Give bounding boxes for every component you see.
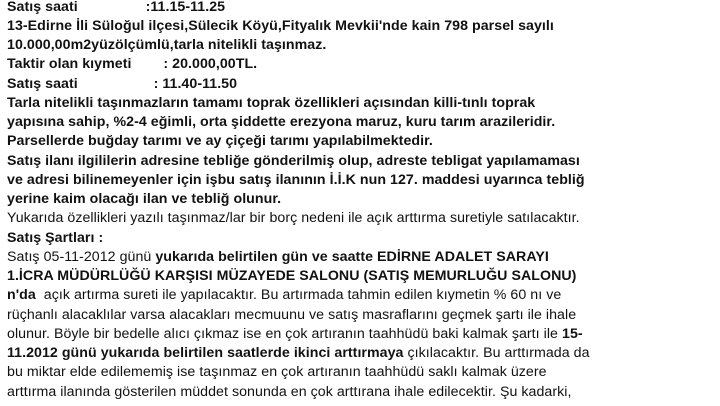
text-line <box>7 362 547 382</box>
text-line <box>7 247 549 267</box>
text-run: ve adresi bilinemeyenler için işbu satış ilanının İ.İ.K nun 127. maddesi uyarınca tebliğ <box>7 172 585 188</box>
text-line <box>7 285 561 305</box>
text-run: arttırma ilanında gösterilen müddet sonunda en çok arttırana ihale edilecektir. Şu kadarki, <box>7 384 572 400</box>
text-line <box>7 208 580 228</box>
text-line <box>7 16 554 36</box>
text-run: 11.2012 günü yukarıda belirtilen saatlerde ikinci arttırmaya <box>7 345 404 361</box>
text-run: Satış 05-11-2012 günü <box>7 249 156 265</box>
text-line <box>7 228 103 248</box>
text-run: Satış ilanı ilgililerin adresine tebliğe gönderilmiş olup, adreste tebligat yapılamaması <box>7 153 580 169</box>
text-run: yapısına sahip, %2-4 eğimli, orta şiddette erezyona maruz, kuru tarım arazileridir. <box>7 114 556 130</box>
text-run: rüçhanlı alacaklılar varsa alacakları mecmuunu ve satış masraflarını geçmek şartı ile ihale <box>7 307 577 323</box>
text-run: Parsellerde buğday tarımı ve ay çiçeği tarımı yapılabilmektedir. <box>7 133 433 149</box>
text-line <box>7 382 571 402</box>
text-run: Satış saati :11.15-11.25 <box>7 0 226 15</box>
text-line <box>7 131 433 151</box>
section-heading: Satış Şartları : <box>7 230 104 246</box>
text-run: yerine kaim olacağı ilan ve tebliğ olunur. <box>7 191 282 207</box>
text-run: n'da <box>7 287 36 303</box>
text-run: yukarıda belirtilen gün ve saatte EDİRNE ADALET SARAYI <box>155 249 549 265</box>
text-run: 15- <box>562 326 583 342</box>
text-run: Satış saati : 11.40-11.50 <box>7 76 238 92</box>
text-line <box>7 305 576 325</box>
text-run: 1.İCRA MÜDÜRLÜĞÜ KARŞISI MÜZAYEDE SALONU (SATIŞ MEMURLUĞU SALONU) <box>7 268 577 284</box>
text-line <box>7 74 237 94</box>
text-run: Taktir olan kıymeti : 20.000,00TL. <box>7 56 258 72</box>
text-run: olunur. Böyle bir bedelle alıcı çıkmaz ise en çok artıranın taahhüdü baki kalmak şartı ile <box>7 326 562 342</box>
text-run: Yukarıda özellikleri yazılı taşınmaz/lar bir borç nedeni ile açık arttırma suretiyle satılacaktır. <box>7 210 580 226</box>
text-run: açık artırma sureti ile yapılacaktır. Bu artırmada tahmin edilen kıymetin % 60 nı ve <box>35 287 562 303</box>
text-line <box>7 35 326 55</box>
text-run: bu miktar elde edilememiş ise taşınmaz en çok artıranın taahhüdü saklı kalmak üzere <box>7 364 547 380</box>
text-run: 13-Edirne İli Süloğul ilçesi,Sülecik Köyü,Fityalık Mevkii'nde kain 798 parsel sayılı <box>7 18 554 34</box>
text-line <box>7 189 281 209</box>
text-run: çıkılacaktır. Bu arttırmada da <box>403 345 590 361</box>
text-line <box>7 266 576 286</box>
text-line <box>7 170 585 190</box>
text-line <box>7 343 590 363</box>
text-line <box>7 0 225 17</box>
text-line <box>7 151 580 171</box>
text-line <box>7 324 583 344</box>
text-line <box>7 112 555 132</box>
text-line <box>7 93 535 113</box>
text-run: Tarla nitelikli taşınmazların tamamı toprak özellikleri açısından killi-tınlı toprak <box>7 95 536 111</box>
text-run: 10.000,00m2yüzölçümlü,tarla nitelikli taşınmaz. <box>7 37 327 53</box>
text-line <box>7 54 257 74</box>
